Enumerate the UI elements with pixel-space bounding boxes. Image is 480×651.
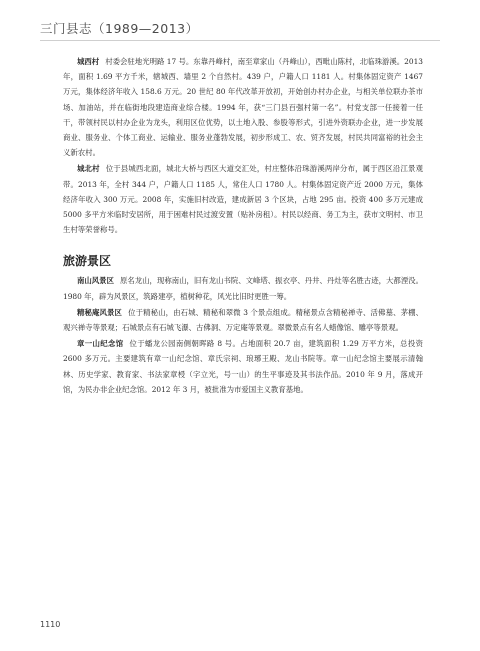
- section-heading: 旅游景区: [63, 254, 112, 269]
- entry-text: 位于县城西北面，城北大桥与西区大道交汇处，村庄整体沿珠游溪两岸分布，属于西区沿江景观带。2013 年，全村 344 户，户籍人口 1185 人，常住人口 1780 人。村集体固定资产近 2000 万元，集体经济年收入 300 万元。2008 年，实施旧村改造，建成新居 3 个区块，占地 295 亩。投资 400 多万元建成 5000 多平方米临时安居所，用于困难村民过渡安置（贴补房租）。村民以经商、务工为主，获市文明村、市卫生村等荣誉称号。: [63, 164, 423, 235]
- entry-text: 村委会驻地光明路 17 号。东靠丹峰村，南至章家山（丹峰山），西毗山陈村，北临珠游溪。2013 年，面积 1.69 平方千米，辖城西、墙里 2 个自然村。439 户，户籍人口 1181 人。村集体固定资产 1467 万元，集体经济年收入 158.6 万元。20 世纪 80 年代改革开放初，开始创办村办企业，与相关单位联办茶市场、加油站，并在临街地段建造商业综合楼。1994 年，获“三门县百强村第一名”。村党支部一任接着一任干，带领村民以村办企业为龙头，利用区位优势，以土地入股、参股等形式，引进外资联办企业，进一步发展商业、服务业、个体工商业、运输业、服务业蓬勃发展，初步形成工、农、贸齐发展，村民共同富裕的社会主义新农村。: [63, 57, 423, 158]
- entry-title: 章一山纪念馆: [77, 339, 124, 349]
- entry-title: 城北村: [77, 164, 100, 174]
- scenic-entry-jingmian: [63, 305, 423, 335]
- page-content: [63, 54, 423, 398]
- entry-text: 位于精秘山，由石城、精秘和翠微 3 个景点组成。精秘景点含精秘禅寺、活佛墓、茅棚、观兴禅寺等景观；石城景点有石城飞瀑、古佛洞、万定庵等景观。翠微景点有名人蜡像馆、雕亭等景观。: [63, 307, 423, 333]
- entry-title: 精秘庵风景区: [77, 307, 123, 317]
- entry-text: 原名龙山，现称南山，旧有龙山书院、文峰塔、振衣亭、丹井、丹灶等名胜古迹，大都湮没。1980 年，辟为风景区，筑路建亭，植树种花，风光比旧时更胜一筹。: [63, 276, 423, 301]
- village-entry-chengxi: [63, 54, 423, 160]
- running-head: 三门县志（1989—2013）: [40, 21, 199, 36]
- scenic-entry-nanshan: [63, 273, 423, 303]
- village-entry-chengbei: [63, 161, 423, 237]
- page-number: 1110: [40, 620, 61, 629]
- entry-text: 位于蟠龙公园南侧朝晖路 8 号。占地面积 20.7 亩，建筑面积 1.29 万平方米，总投资 2600 多万元。主要建筑有章一山纪念馆、章氏宗祠、琅琊王殿、龙山书院等。章一山纪念馆主要展示清翰林、历史学家、教育家、书法家章梫（字立光，号一山）的生平事迹及其书法作品。2010 年 9 月，落成开馆，为民办非企业纪念馆。2012 年 3 月，被批准为市爱国主义教育基地。: [63, 339, 423, 394]
- scenic-entry-zhangyishan: [63, 336, 423, 397]
- entry-title: 南山风景区: [77, 276, 114, 286]
- entry-title: 城西村: [77, 57, 100, 66]
- header-rule: [40, 40, 440, 41]
